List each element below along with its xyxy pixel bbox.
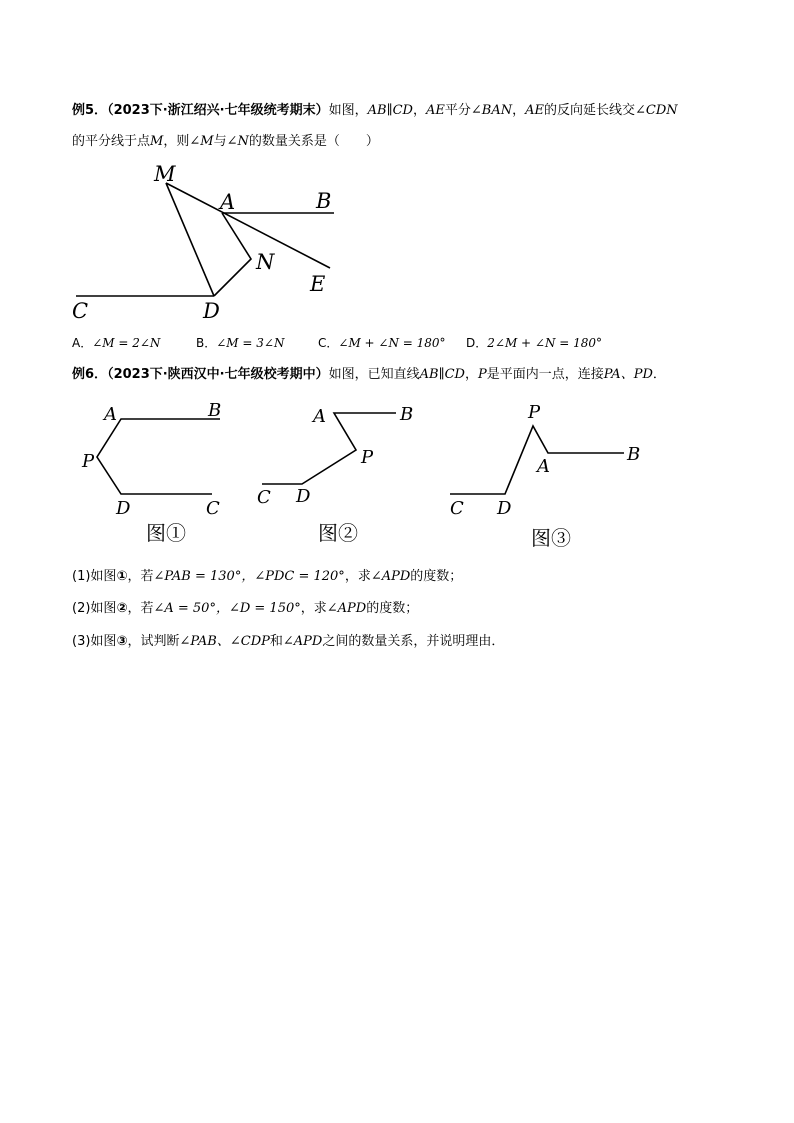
question-math: ∠APD [326,601,367,616]
fig2-label-d: D [296,486,311,507]
ex5-math: ∠BAN [470,103,513,118]
ex5-figure [0,0,794,330]
question-text: 如图 [90,634,117,649]
fig1-label-p: P [82,451,95,472]
ex6-text: 是平面内一点，连接 [486,367,604,382]
question-math: ∠PAB = 130°，∠PDC = 120° [153,569,345,584]
ex6-label: 例6 [72,367,95,382]
fig3-label-b: B [627,444,641,465]
option-expr: ∠M + ∠N = 180° [338,336,446,350]
option-letter: C． [318,336,339,350]
ex6-source: （2023下·陕西汉中·七年级校考期中） [107,367,329,382]
option-letter: A． [72,336,93,350]
fig3-label-c: C [450,498,464,519]
fig1-caption: 图① [146,521,186,545]
fig2-label-c: C [257,487,271,508]
line-md [166,183,214,296]
option-expr: ∠M = 3∠N [216,336,285,350]
option-d[interactable] [466,334,602,352]
label-a: A [220,190,236,214]
option-a[interactable] [72,334,160,352]
question-math: ∠PAB、∠CDP [179,634,270,649]
ex5-text: 的反向延长线交 [544,103,636,118]
circled-number: ① [116,569,128,584]
ex5-math: AB∥CD [367,103,413,118]
line-a-n-d [214,213,251,296]
question-number: (2) [72,601,91,616]
label-c: C [72,299,89,323]
ex6-math: P [477,367,487,382]
ex5-math: ∠M [189,134,214,149]
ex5-text: 与 [213,134,227,149]
ex5-text: ， [412,103,426,118]
option-expr: 2∠M + ∠N = 180° [487,336,603,350]
figure-2 [257,404,413,545]
question-text: 如图 [90,601,117,616]
fig2-lines [262,413,396,484]
ex5-text: 的数量关系是（ ） [248,134,379,149]
question-text: 的度数； [410,569,463,584]
ex5-text: ，则 [163,134,190,149]
label-d: D [203,299,220,323]
question-text: 之间的数量关系，并说明理由． [322,634,505,649]
ex5-text: ， [512,103,526,118]
ex5-sep: ． [94,103,108,118]
question-text: ，若 [127,569,154,584]
option-letter: D． [466,336,488,350]
figure-3 [450,402,640,550]
fig1-label-b: B [208,400,222,421]
fig2-caption: 图② [318,521,358,545]
ex5-text: 如图， [328,103,368,118]
question-text: ，求 [344,569,371,584]
fig3-caption: 图③ [531,526,571,550]
ex5-text: 的平分线于点 [72,134,151,149]
question-3 [72,632,504,652]
fig3-label-d: D [497,498,512,519]
option-letter: B． [196,336,217,350]
ex5-math: AE [525,103,545,118]
fig1-label-d: D [116,498,131,519]
question-text: ，求 [300,601,327,616]
fig2-label-p: P [361,447,374,468]
ex5-label: 例5 [72,103,95,118]
ex6-math: AB∥CD [419,367,465,382]
question-2 [72,599,418,619]
option-b[interactable] [196,334,284,352]
circled-number: ③ [116,634,128,649]
option-expr: ∠M = 2∠N [92,336,161,350]
ex5-math: M [150,134,164,149]
ex5-math: ∠CDN [635,103,678,118]
fig1-label-c: C [206,498,220,519]
ex6-text: ， [464,367,478,382]
figure-1 [81,400,221,545]
ex6-sep: ． [94,367,108,382]
question-math: ∠A = 50°，∠D = 150° [153,601,301,616]
fig3-label-p: P [528,402,541,423]
question-math: ∠APD [370,569,411,584]
question-text: ，试判断 [127,634,180,649]
option-c[interactable] [318,334,446,352]
fig1-label-a: A [104,404,117,425]
ex6-text: ． [652,367,666,382]
question-number: (3) [72,634,91,649]
ex6-line-1 [72,365,666,385]
fig1-lines [97,419,220,494]
ex6-math: PA、PD [603,367,653,382]
fig2-label-b: B [400,404,414,425]
label-e: E [310,272,326,296]
ex5-text: 平分 [444,103,471,118]
question-1 [72,567,462,587]
question-text: 和 [269,634,283,649]
fig2-label-a: A [313,406,326,427]
ex6-text: 如图，已知直线 [328,367,420,382]
question-text: ，若 [127,601,154,616]
question-math: ∠APD [282,634,323,649]
ex5-math: ∠N [226,134,249,149]
ex5-math: AE [425,103,445,118]
circled-number: ② [116,601,128,616]
label-m: M [154,162,176,186]
fig3-label-a: A [537,456,550,477]
question-number: (1) [72,569,91,584]
ex6-figures [0,390,794,560]
question-text: 如图 [90,569,117,584]
label-b: B [316,189,332,213]
question-text: 的度数； [366,601,419,616]
label-n: N [256,250,275,274]
ex5-source: （2023下·浙江绍兴·七年级统考期末） [107,103,329,118]
